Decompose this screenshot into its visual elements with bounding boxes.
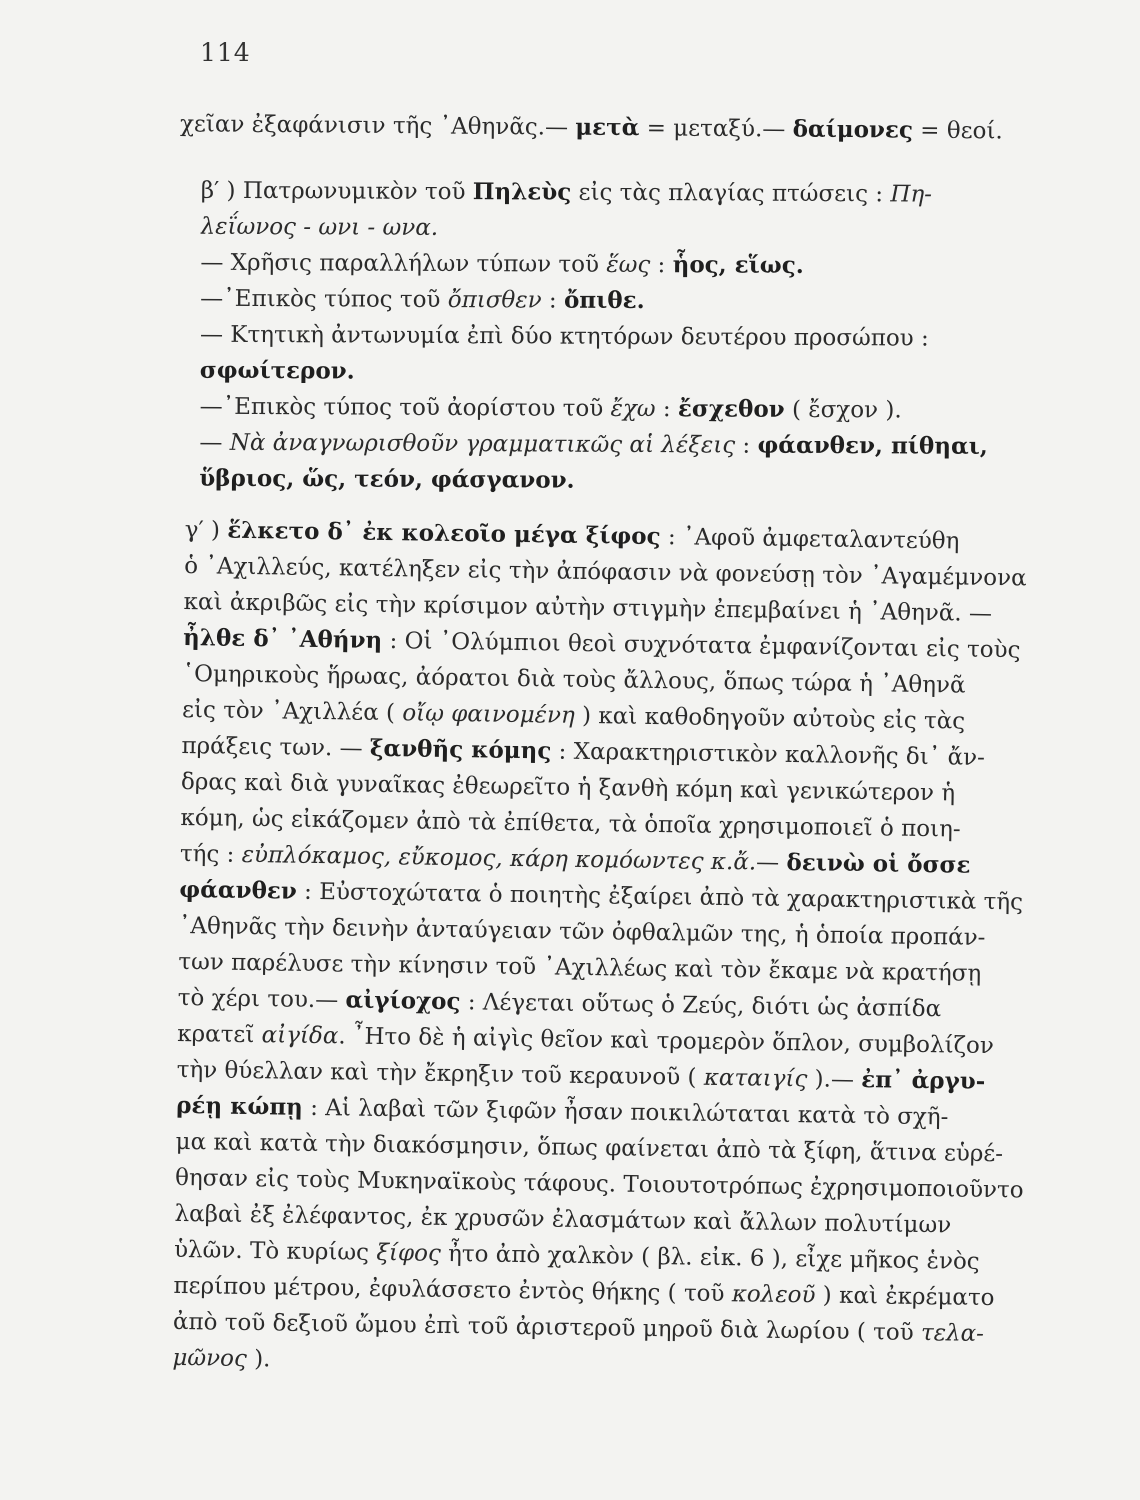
body-text: τὸ χέρι του.— [177,984,346,1014]
section-beta [199,173,1071,502]
body-text: περίπου μέτρου, ἐφυλάσσετο ἐντὸς θήκης ( τοῦ [173,1272,732,1308]
bold-term: ἐπ᾿ ἀργυ- [861,1066,986,1095]
section-beta-line [200,353,1070,394]
italic-text: ξίφος [376,1239,442,1267]
body-text: χεῖαν ἐξαφάνισιν τῆς ᾿Αθηνᾶς.— [179,111,576,141]
bold-term: ὕβριος, ὥς, τεόν, φάσγανον. [199,464,575,494]
italic-text: ὄπισθεν [447,287,542,314]
body-text: ῾Ομηρικοὺς ἥρωας, ἀόρατοι διὰ τοὺς ἄλλους, ὅπως τώρα ἡ ᾿Αθηνᾶ [182,660,966,699]
section-beta-line [200,281,1070,322]
body-text: : Εὐστοχώτατα ὁ ποιητὴς ἐξαίρει ἀπὸ τὰ χαρακτηριστικὰ τῆς [296,878,1024,916]
body-text: — [755,849,787,876]
bold-term: ξανθῆς κόμης [369,734,552,765]
section-beta-line [200,209,1070,250]
body-text: —᾿Επικὸς τύπος τοῦ [200,285,448,314]
italic-text: ἔχω [610,395,656,423]
bold-term: δαίμονες [792,115,914,144]
italic-text: Νὰ ἀναγνωρισθοῦν γραμματικῶς αἱ λέξεις [229,429,736,459]
body-text: : [650,252,673,279]
body-text: : [541,287,565,314]
bold-term: ἦλθε δ᾿ ᾿Αθήνη [182,623,383,654]
bold-term: Πηλεὺς [472,178,572,206]
italic-text: οἴῳ φαινομένη [402,700,575,729]
body-text: — [199,429,230,456]
section-beta-line [200,389,1070,430]
body-text: εἰς τὰς πλαγίας πτώσεις : [571,179,891,208]
body-text: ᾿Αθηνᾶς τὴν δεινὴν ἀνταύγειαν τῶν ὀφθαλμῶν της, ἡ ὁποία προπάν- [178,912,986,951]
italic-text: λεΐωνος - ωνι - ωνα. [200,213,439,241]
page-number: 114 [200,38,251,67]
italic-text: μῶνος [172,1344,248,1373]
body-text: ὁ ᾿Αχιλλεύς, κατέληξεν εἰς τὴν ἀπόφασιν νὰ φονεύσῃ τὸν ᾿Αγαμέμνονα [184,552,1027,592]
bold-term: ἕλκετο δ᾿ ἐκ κολεοῖο μέγα ξίφος [227,516,661,551]
section-beta-line [199,425,1069,466]
body-text: : Αἱ λαβαὶ τῶν ξιφῶν ἦσαν ποικιλώταται κατὰ τὸ σχῆ- [302,1094,949,1131]
italic-text: τελα- [920,1320,985,1347]
body-text: : [655,396,679,423]
section-beta-line [200,245,1070,286]
body-text: : [735,432,758,459]
body-text: πράξεις των. — [181,732,371,762]
body-text: λαβαὶ ἐξ ἐλέφαντος, ἐκ χρυσῶν ἐλασμάτων καὶ ἄλλων πολυτίμων [174,1200,952,1239]
italic-text: αἰγίδα [261,1022,339,1050]
body-text: εἰς τὸν ᾿Αχιλλέα ( [181,696,403,727]
italic-text: εὐπλόκαμος, εὔκομος, κάρη κομόωντες κ.ἄ. [241,841,757,876]
bold-term: αἰγίοχος [345,986,461,1016]
body-text: : Οἱ ᾿Ολύμπιοι θεοὶ συχνότατα ἐμφανίζονται εἰς τοὺς [382,627,1021,664]
section-beta-line [201,173,1071,214]
bold-term: ἔσχεθον [677,395,785,423]
body-text: = μεταξύ.— [639,115,793,143]
bold-term: ἧος, εἵως. [672,251,804,279]
italic-text: κολεοῦ [731,1281,816,1309]
body-text: ) καὶ καθοδηγοῦν αὐτοὺς εἰς τὰς [574,702,966,735]
body-text: ).— [807,1066,862,1094]
body-text: ἦτο ἀπὸ χαλκὸν ( βλ. εἰκ. 6 ), εἶχε μῆκος ἑνὸς [440,1240,980,1275]
body-text: τὴν θύελλαν καὶ τὴν ἔκρηξιν τοῦ κεραυνοῦ ( [176,1056,705,1091]
body-text: γ′ ) [184,516,228,544]
body-text: δρας καὶ διὰ γυναῖκας ἐθεωρεῖτο ἡ ξανθὴ κόμη καὶ γενικώτερον ἡ [180,768,956,807]
body-text: — Χρῆσις παραλλήλων τύπων τοῦ [200,249,607,278]
body-text: καὶ ἀκριβῶς εἰς τὴν κρίσιμον αὐτὴν στιγμὴν ἐπεμβαίνει ἡ ᾿Αθηνᾶ. — [183,588,993,627]
body-text: ὑλῶν. Τὸ κυρίως [173,1236,377,1266]
body-text: ( ἔσχον ). [784,396,902,424]
bold-term: φάανθεν [179,875,298,905]
section-gamma [172,512,1055,1389]
body-text: των παρέλυσε τὴν κίνησιν τοῦ ᾿Αχιλλέως καὶ τὸν ἔκαμε νὰ κρατήσῃ [178,948,982,987]
italic-text: καταιγίς [703,1064,808,1093]
bold-term: ὄπιθε. [563,286,645,315]
body-text: = θεοί. [912,117,1003,145]
body-text: — Κτητικὴ ἀντωνυμία ἐπὶ δύο κτητόρων δευτέρου προσώπου : [199,321,929,352]
body-text: —᾿Επικὸς τύπος τοῦ ἀορίστου τοῦ [199,393,611,422]
bold-term: ρέῃ κώπῃ [175,1091,304,1121]
italic-text: Πη- [890,181,933,208]
body-text: β′ ) Πατρωνυμικὸν τοῦ [200,177,473,206]
body-text: θησαν εἰς τοὺς Μυκηναϊκοὺς τάφους. Τοιουτοτρόπως ἐχρησιμοποιοῦντο [174,1164,1024,1204]
body-text: μα καὶ κατὰ τὴν διακόσμησιν, ὅπως φαίνεται ἀπὸ τὰ ξίφη, ἅτινα εὑρέ- [175,1128,1004,1168]
body-text: ). [246,1346,271,1373]
section-beta-line [200,317,1070,358]
top-line-block [180,106,1050,150]
italic-text: ἕως [606,251,651,279]
body-text: : Λέγεται οὕτως ὁ Ζεύς, διότι ὡς ἀσπίδα [460,989,942,1023]
body-text: . ῏Ητο δὲ ἡ αἰγὶς θεῖον καὶ τρομερὸν ὅπλον, συμβολίζον [338,1023,995,1060]
body-text: κρατεῖ [177,1020,262,1049]
bold-term: δεινὼ οἱ ὄσσε [786,848,971,879]
bold-term: μετὰ [575,113,640,142]
top-line-line [180,106,1050,150]
body-text: ) καὶ ἐκρέματο [815,1282,995,1312]
body-text: : ᾿Αφοῦ ἀμφεταλαντεύθη [660,524,960,555]
bold-term: φάανθεν, πίθηαι, [757,431,988,460]
bold-term: σφωίτερον. [199,356,355,385]
body-text: τής : [179,840,242,868]
body-text: κόμη, ὡς εἰκάζομεν ἀπὸ τὰ ἐπίθετα, τὰ ὁποῖα χρησιμοποιεῖ ὁ ποιη- [180,804,961,843]
body-text: : Χαρακτηριστικὸν καλλονῆς δι᾿ ἄν- [551,738,986,771]
body-text: ἀπὸ τοῦ δεξιοῦ ὤμου ἐπὶ τοῦ ἀριστεροῦ μηροῦ διὰ λωρίου ( τοῦ [172,1308,922,1347]
section-beta-line [199,461,1069,502]
